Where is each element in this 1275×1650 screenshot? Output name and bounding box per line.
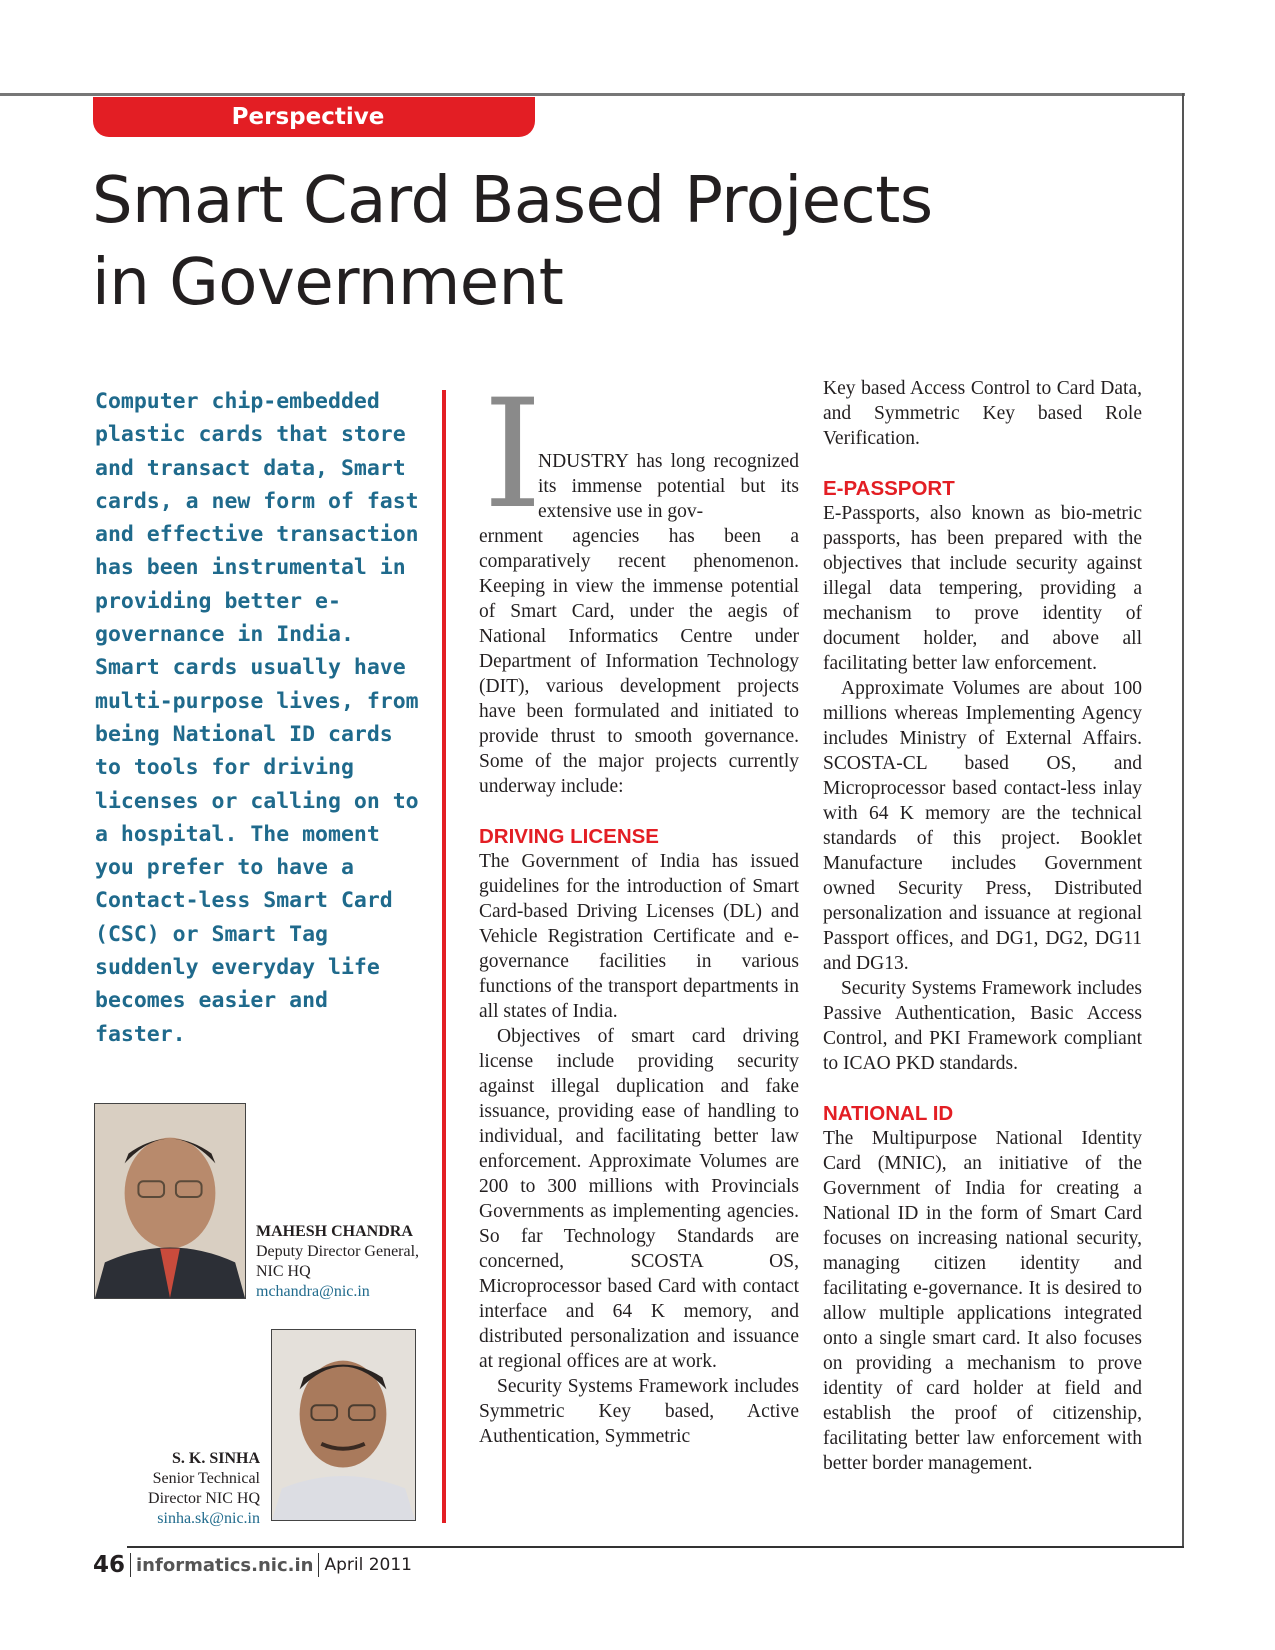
author-name: S. K. SINHA: [171, 1450, 260, 1467]
driving-license-p3-cont: Key based Access Control to Card Data, and Symmetric Key based Role Verification.: [823, 378, 1142, 449]
author-email[interactable]: sinha.sk@nic.in: [157, 1510, 260, 1527]
heading-national-id: NATIONAL ID: [823, 1102, 954, 1125]
author-role: Deputy Director General,: [256, 1243, 420, 1260]
driving-license-p1: The Government of India has issued guidelines for the introduction of Smart Card-based Driving Licenses (DL) and Vehicle Registration Certificate and e-governance facilities in various functions of the transport departments in all states of India.: [479, 851, 799, 1022]
author-byline-1: [256, 1222, 446, 1302]
intro-paragraph: ernment agencies has been a comparatively recent phenomenon. Keeping in view the immense potential of Smart Card, under the aegis of National Informatics Centre under Department of Information Technology (DIT), various development projects have been formulated and initiated to provide thrust to smooth governance. Some of the major projects currently underway include:: [479, 526, 799, 797]
e-passport-p2: Approximate Volumes are about 100 millions whereas Implementing Agency includes Ministry of External Affairs. SCOSTA-CL based OS, and Microprocessor based contact-less inlay with 64 K memory are the technical standards of this project. Booklet Manufacture includes Government owned Security Press, Distributed personalization and issuance at regional Passport offices, and DG1, DG2, DG11 and DG13.: [823, 678, 1142, 974]
footer-separator: [130, 1553, 131, 1577]
author-org: NIC HQ: [256, 1263, 311, 1280]
lead-text: NDUSTRY has long recognized its immense potential but its extensive use in gov-: [538, 451, 799, 522]
e-passport-p3: Security Systems Framework includes Passive Authentication, Basic Access Control, and PKI Framework compliant to ICAO PKD standards.: [823, 978, 1142, 1074]
author-photo-mahesh-chandra: [94, 1103, 246, 1299]
article-column-3: [823, 376, 1142, 1476]
article-title: Smart Card Based Projects in Government: [92, 164, 933, 320]
author-org: Director NIC HQ: [148, 1490, 260, 1507]
lead-paragraph: [538, 449, 799, 524]
bottom-rule: [127, 1546, 1184, 1548]
e-passport-p1: E-Passports, also known as bio-metric passports, has been prepared with the objectives that include security against illegal data tempering, providing a mechanism to prove identity of document holder, and above all facilitating better law enforcement.: [823, 503, 1142, 674]
national-id-p1: The Multipurpose National Identity Card (MNIC), an initiative of the Government of India for creating a National ID in the form of Smart Card focuses on increasing national security, managing citizen identity and facilitating e-governance. It is desired to allow multiple applications integrated onto a single smart card. It also focuses on providing a mechanism to prove identity of card holder at field and establish the proof of citizenship, facilitating better law enforcement with better border management.: [823, 1128, 1142, 1474]
author-name: MAHESH CHANDRA: [256, 1223, 413, 1240]
top-rule: [0, 93, 1185, 96]
drop-cap: I: [483, 368, 543, 542]
driving-license-p3: Security Systems Framework includes Symmetric Key based, Active Authentication, Symmetric: [479, 1376, 799, 1447]
footer-date: April 2011: [324, 1555, 412, 1575]
heading-driving-license: DRIVING LICENSE: [479, 825, 659, 848]
column-divider: [442, 390, 446, 1523]
driving-license-p2: Objectives of smart card driving license include providing security against illegal duplication and fake issuance, providing ease of handling to individual, and facilitating better law enforcement. Approximate Volumes are 200 to 300 millions with Provincials Governments as implementing agencies. So far Technology Standards are concerned, SCOSTA OS, Microprocessor based Card with contact interface and 64 K memory, and distributed personalization and issuance at regional offices are at work.: [479, 1026, 799, 1372]
heading-e-passport: E-PASSPORT: [823, 477, 955, 500]
section-tab: Perspective: [93, 97, 535, 137]
author-byline-2: [100, 1449, 260, 1529]
page-footer: [93, 1550, 412, 1580]
author-role: Senior Technical: [152, 1470, 260, 1487]
article-column-2: [479, 524, 799, 1449]
footer-site[interactable]: informatics.nic.in: [136, 1554, 314, 1576]
author-email[interactable]: mchandra@nic.in: [256, 1283, 370, 1300]
author-photo-sk-sinha: [271, 1329, 416, 1521]
footer-separator: [318, 1553, 319, 1577]
right-rule: [1182, 93, 1184, 1548]
standfirst: Computer chip-embedded plastic cards that store and transact data, Smart cards, a new form of fast and effective transaction has been instrumental in providing better e-governance in India. Smart cards usually have multi-purpose lives, from being National ID cards to tools for driving licenses or calling on to a hospital. The moment you prefer to have a Contact-less Smart Card (CSC) or Smart Tag suddenly everyday life becomes easier and faster.: [95, 389, 419, 1047]
page-number: 46: [93, 1552, 126, 1578]
